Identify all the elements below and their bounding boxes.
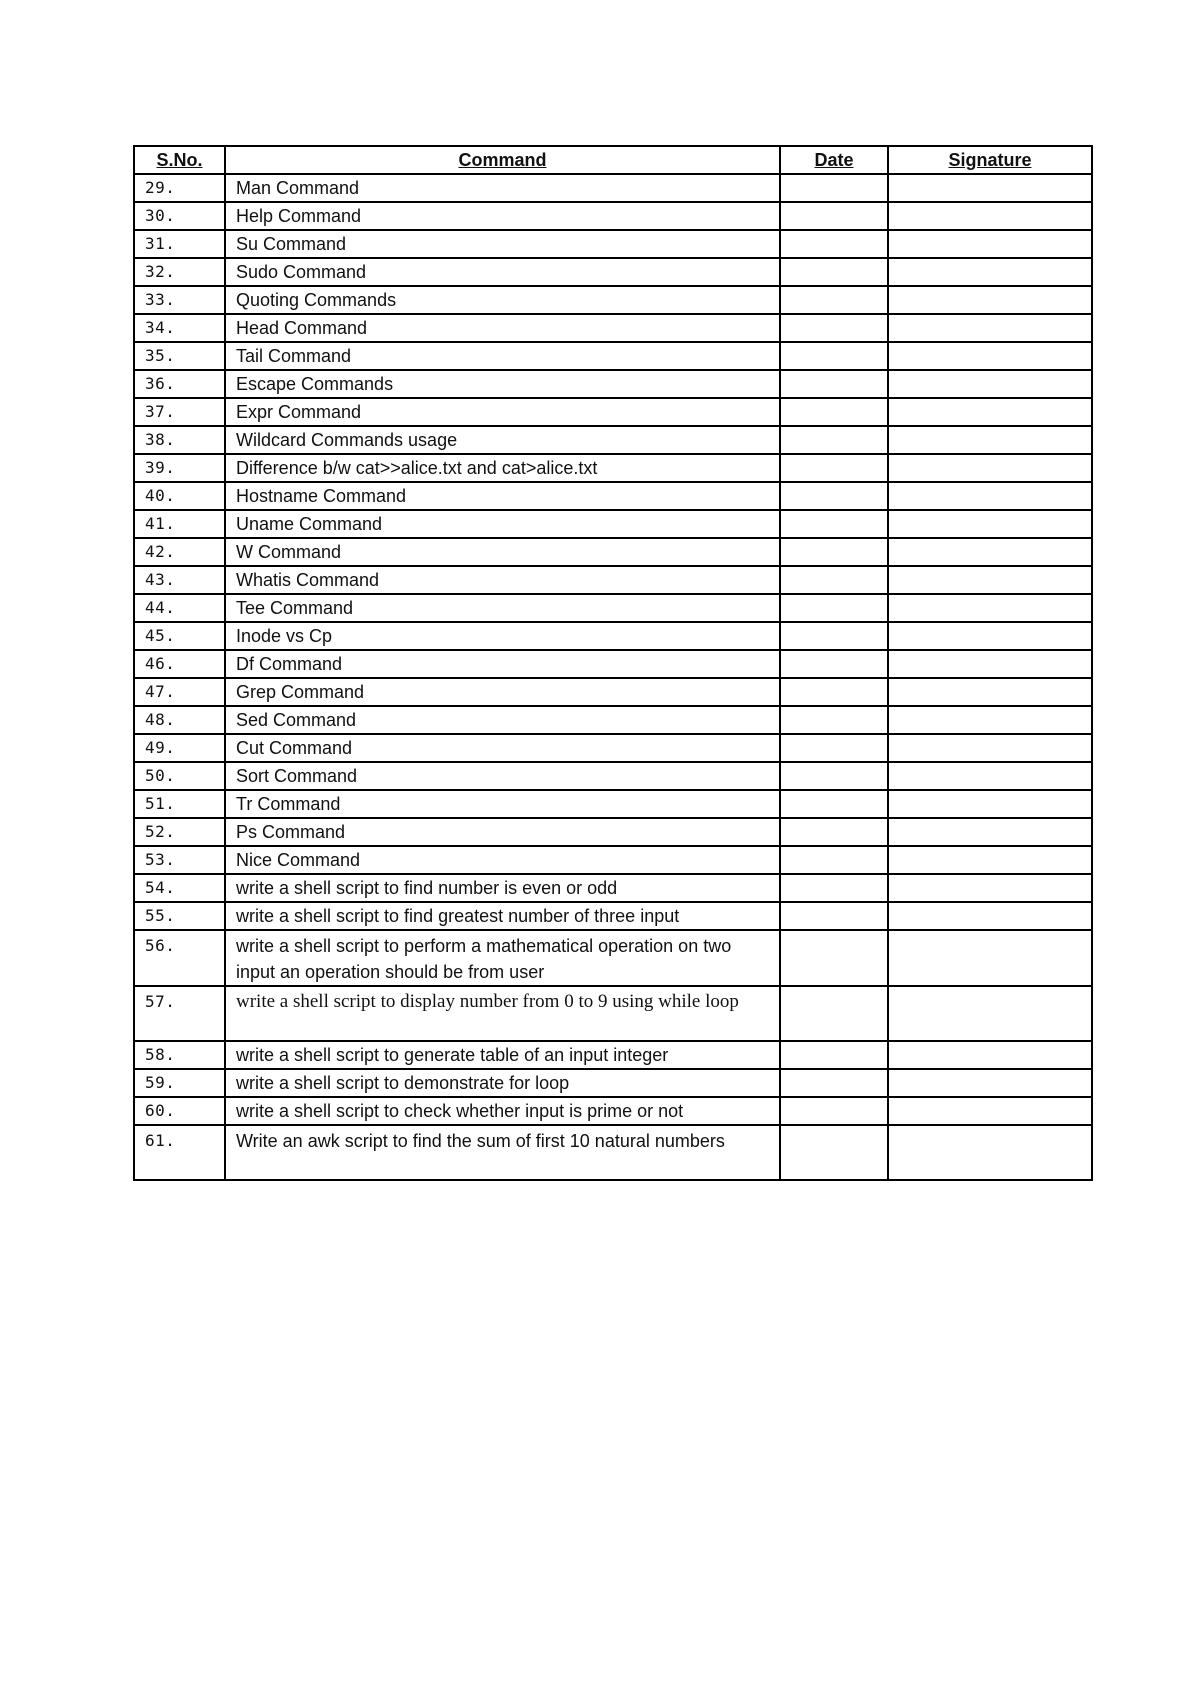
table-row [134,454,1092,482]
row-command: Head Command [225,314,780,342]
table-row [134,1097,1092,1125]
header-signature: Signature [888,146,1092,174]
row-signature-cell [888,790,1092,818]
row-command: Tail Command [225,342,780,370]
row-date-cell [780,930,888,986]
row-sno: 32. [134,258,225,286]
table-body [134,174,1092,1180]
row-date-cell [780,314,888,342]
row-sno: 53. [134,846,225,874]
table-row [134,1041,1092,1069]
table-row [134,510,1092,538]
row-signature-cell [888,258,1092,286]
row-date-cell [780,762,888,790]
row-signature-cell [888,426,1092,454]
row-command: Nice Command [225,846,780,874]
row-command: Inode vs Cp [225,622,780,650]
header-row [134,146,1092,174]
table-row [134,342,1092,370]
row-sno: 40. [134,482,225,510]
row-signature-cell [888,874,1092,902]
row-sno: 47. [134,678,225,706]
row-sno: 50. [134,762,225,790]
table-row [134,902,1092,930]
row-signature-cell [888,538,1092,566]
row-command: write a shell script to find number is even or odd [225,874,780,902]
row-date-cell [780,594,888,622]
row-command: Expr Command [225,398,780,426]
table-row [134,230,1092,258]
table-row [134,734,1092,762]
row-sno: 60. [134,1097,225,1125]
table-row [134,482,1092,510]
row-command: Tee Command [225,594,780,622]
table-row [134,762,1092,790]
row-sno: 43. [134,566,225,594]
row-sno: 51. [134,790,225,818]
row-sno: 58. [134,1041,225,1069]
table-row [134,1125,1092,1180]
row-date-cell [780,678,888,706]
row-date-cell [780,650,888,678]
table-row [134,538,1092,566]
row-date-cell [780,538,888,566]
row-command: Grep Command [225,678,780,706]
table-row [134,566,1092,594]
row-command: Help Command [225,202,780,230]
row-date-cell [780,622,888,650]
row-command: Cut Command [225,734,780,762]
row-signature-cell [888,482,1092,510]
row-signature-cell [888,370,1092,398]
row-sno: 38. [134,426,225,454]
table-row [134,930,1092,986]
row-signature-cell [888,566,1092,594]
row-signature-cell [888,706,1092,734]
table-row [134,650,1092,678]
command-index-table [133,145,1093,1181]
row-command: Wildcard Commands usage [225,426,780,454]
table-header [134,146,1092,174]
row-command: Whatis Command [225,566,780,594]
row-date-cell [780,230,888,258]
header-date: Date [780,146,888,174]
row-signature-cell [888,398,1092,426]
row-date-cell [780,1069,888,1097]
row-sno: 59. [134,1069,225,1097]
row-command: W Command [225,538,780,566]
row-date-cell [780,174,888,202]
row-sno: 56. [134,930,225,986]
row-date-cell [780,706,888,734]
table-row [134,678,1092,706]
row-sno: 44. [134,594,225,622]
row-signature-cell [888,622,1092,650]
table-row [134,846,1092,874]
row-sno: 35. [134,342,225,370]
table-row [134,370,1092,398]
row-date-cell [780,510,888,538]
row-signature-cell [888,1125,1092,1180]
row-signature-cell [888,762,1092,790]
row-command: Write an awk script to find the sum of first 10 natural numbers [225,1125,780,1180]
row-command: Uname Command [225,510,780,538]
row-command: Escape Commands [225,370,780,398]
row-command: Hostname Command [225,482,780,510]
row-signature-cell [888,1069,1092,1097]
row-command: write a shell script to demonstrate for loop [225,1069,780,1097]
row-date-cell [780,1125,888,1180]
row-sno: 41. [134,510,225,538]
header-sno: S.No. [134,146,225,174]
row-signature-cell [888,846,1092,874]
row-date-cell [780,902,888,930]
row-sno: 52. [134,818,225,846]
row-sno: 39. [134,454,225,482]
row-command: Su Command [225,230,780,258]
row-command: Tr Command [225,790,780,818]
header-command: Command [225,146,780,174]
row-signature-cell [888,986,1092,1041]
row-command: Man Command [225,174,780,202]
row-date-cell [780,454,888,482]
row-date-cell [780,370,888,398]
table-row [134,426,1092,454]
row-sno: 55. [134,902,225,930]
row-signature-cell [888,314,1092,342]
table-row [134,874,1092,902]
row-signature-cell [888,650,1092,678]
table-row [134,314,1092,342]
row-signature-cell [888,902,1092,930]
table-row [134,258,1092,286]
row-date-cell [780,818,888,846]
row-sno: 61. [134,1125,225,1180]
row-command: write a shell script to perform a mathematical operation on two input an operation should be from user [225,930,780,986]
row-command: Ps Command [225,818,780,846]
row-date-cell [780,790,888,818]
row-signature-cell [888,174,1092,202]
row-signature-cell [888,930,1092,986]
table-row [134,790,1092,818]
row-command: Sudo Command [225,258,780,286]
row-command: Sort Command [225,762,780,790]
row-signature-cell [888,342,1092,370]
table-row [134,594,1092,622]
row-sno: 37. [134,398,225,426]
row-date-cell [780,286,888,314]
row-date-cell [780,734,888,762]
row-signature-cell [888,1041,1092,1069]
row-date-cell [780,1041,888,1069]
row-signature-cell [888,678,1092,706]
row-signature-cell [888,818,1092,846]
table-row [134,202,1092,230]
row-signature-cell [888,230,1092,258]
row-command: write a shell script to check whether input is prime or not [225,1097,780,1125]
row-command: Sed Command [225,706,780,734]
row-date-cell [780,482,888,510]
table-row [134,1069,1092,1097]
row-sno: 30. [134,202,225,230]
row-signature-cell [888,734,1092,762]
row-sno: 34. [134,314,225,342]
row-command: Quoting Commands [225,286,780,314]
row-signature-cell [888,286,1092,314]
table-row [134,622,1092,650]
table-row [134,706,1092,734]
row-sno: 33. [134,286,225,314]
row-date-cell [780,846,888,874]
row-sno: 46. [134,650,225,678]
row-sno: 54. [134,874,225,902]
row-signature-cell [888,454,1092,482]
row-command: write a shell script to display number from 0 to 9 using while loop [225,986,780,1041]
row-command: write a shell script to find greatest number of three input [225,902,780,930]
row-sno: 42. [134,538,225,566]
row-sno: 36. [134,370,225,398]
row-command: Df Command [225,650,780,678]
row-date-cell [780,398,888,426]
table-row [134,286,1092,314]
row-sno: 48. [134,706,225,734]
row-date-cell [780,258,888,286]
row-date-cell [780,202,888,230]
row-date-cell [780,986,888,1041]
row-signature-cell [888,202,1092,230]
row-sno: 49. [134,734,225,762]
row-sno: 45. [134,622,225,650]
row-date-cell [780,1097,888,1125]
row-sno: 29. [134,174,225,202]
row-signature-cell [888,510,1092,538]
row-date-cell [780,566,888,594]
row-sno: 57. [134,986,225,1041]
row-signature-cell [888,1097,1092,1125]
table-row [134,398,1092,426]
row-signature-cell [888,594,1092,622]
row-sno: 31. [134,230,225,258]
row-date-cell [780,342,888,370]
row-command: Difference b/w cat>>alice.txt and cat>alice.txt [225,454,780,482]
row-date-cell [780,426,888,454]
row-command: write a shell script to generate table of an input integer [225,1041,780,1069]
row-date-cell [780,874,888,902]
table-row [134,174,1092,202]
table-row [134,986,1092,1041]
table-row [134,818,1092,846]
